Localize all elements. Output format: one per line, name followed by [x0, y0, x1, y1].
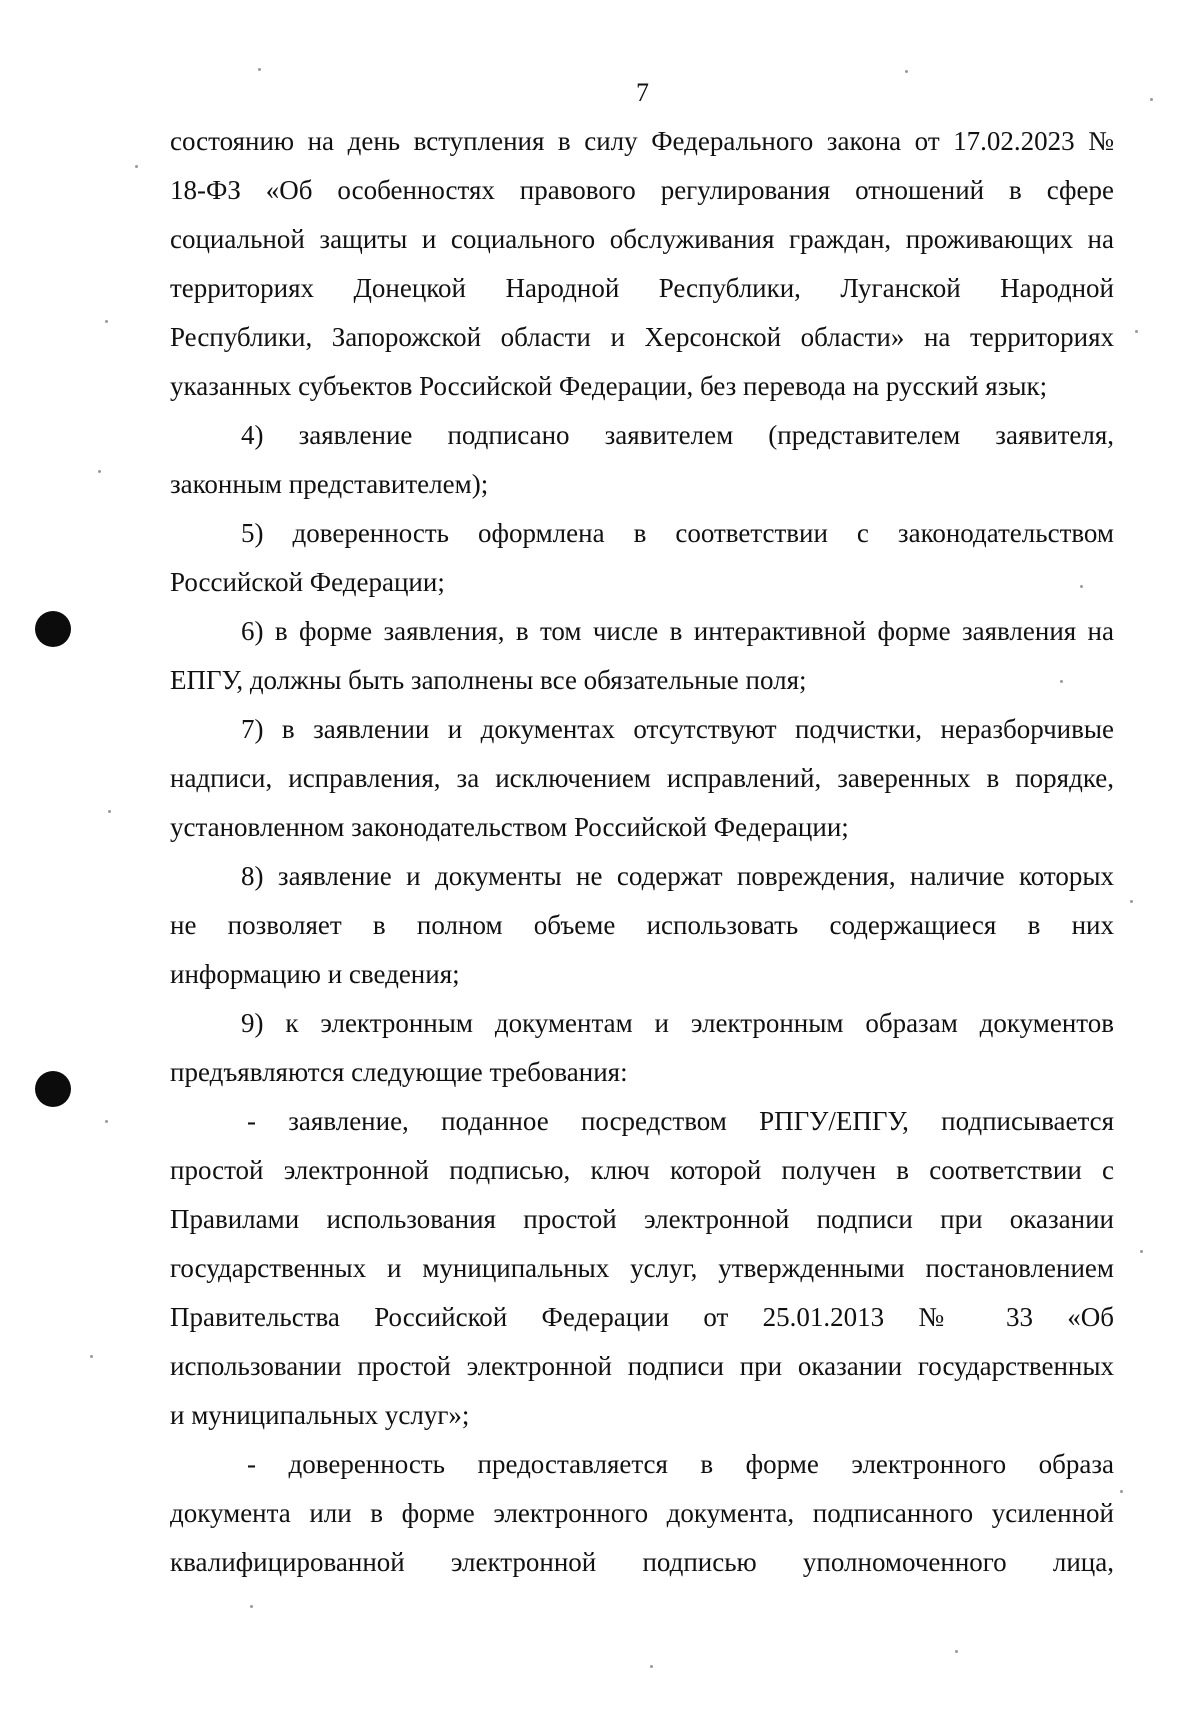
text-line: Республики, Запорожской области и Херсонской области» на территориях: [170, 322, 1114, 352]
text-line: законным представителем);: [170, 469, 489, 499]
text-line: установленном законодательством Российской Федерации;: [170, 812, 849, 842]
text-line: использовании простой электронной подписи при оказании государственных: [170, 1351, 1114, 1381]
text-line: квалифицированной электронной подписью уполномоченного лица,: [170, 1547, 1114, 1577]
scan-speck: [1135, 330, 1138, 333]
list-item-5-line: 5) доверенность оформлена в соответствии с законодательством: [241, 518, 1114, 548]
list-item-4-line: 4) заявление подписано заявителем (представителем заявителя,: [241, 420, 1114, 450]
text-line: Правилами использования простой электронной подписи при оказании: [170, 1204, 1114, 1234]
scan-speck: [1140, 1250, 1143, 1253]
dash-item-line: - заявление, поданное посредством РПГУ/ЕПГУ, подписывается: [247, 1106, 1114, 1136]
text-line: предъявляются следующие требования:: [170, 1057, 628, 1087]
text-line: государственных и муниципальных услуг, утвержденными постановлением: [170, 1253, 1114, 1283]
text-line: информацию и сведения;: [170, 959, 460, 989]
text-line: надписи, исправления, за исключением исправлений, заверенных в порядке,: [170, 763, 1114, 793]
dash-item-line: - доверенность предоставляется в форме электронного образа: [247, 1449, 1114, 1479]
text-line: простой электронной подписью, ключ которой получен в соответствии с: [170, 1155, 1114, 1185]
text-line: документа или в форме электронного документа, подписанного усиленной: [170, 1498, 1114, 1528]
scan-speck: [105, 1120, 108, 1123]
scan-speck: [108, 810, 111, 813]
scan-speck: [258, 68, 261, 71]
text-line: социальной защиты и социального обслуживания граждан, проживающих на: [170, 224, 1114, 254]
scan-speck: [90, 1355, 93, 1358]
text-line: 18-ФЗ «Об особенностях правового регулирования отношений в сфере: [170, 175, 1114, 205]
scan-speck: [905, 70, 908, 73]
document-body: [170, 117, 1114, 1587]
text-line: территориях Донецкой Народной Республики, Луганской Народной: [170, 273, 1114, 303]
scan-speck: [955, 1650, 958, 1653]
text-line: ЕПГУ, должны быть заполнены все обязательные поля;: [170, 665, 807, 695]
list-item-6-line: 6) в форме заявления, в том числе в интерактивной форме заявления на: [241, 616, 1114, 646]
text-line: Правительства Российской Федерации от 25.01.2013 № 33 «Об: [170, 1302, 1114, 1332]
punch-hole-mark: [35, 1071, 71, 1107]
scan-speck: [135, 165, 138, 168]
scan-speck: [1080, 585, 1083, 588]
punch-hole-mark: [35, 611, 71, 647]
scan-speck: [1150, 98, 1153, 101]
text-line: и муниципальных услуг»;: [170, 1400, 470, 1430]
scan-speck: [1120, 1490, 1123, 1493]
text-line: Российской Федерации;: [170, 567, 445, 597]
list-item-8-line: 8) заявление и документы не содержат повреждения, наличие которых: [241, 861, 1114, 891]
scan-speck: [250, 1605, 253, 1608]
list-item-7-line: 7) в заявлении и документах отсутствуют подчистки, неразборчивые: [241, 714, 1114, 744]
scan-speck: [1130, 900, 1133, 903]
scan-speck: [105, 320, 108, 323]
text-line: указанных субъектов Российской Федерации, без перевода на русский язык;: [170, 371, 1048, 401]
text-line: состоянию на день вступления в силу Федерального закона от 17.02.2023 №: [170, 126, 1114, 156]
text-line: не позволяет в полном объеме использовать содержащиеся в них: [170, 910, 1114, 940]
list-item-9-line: 9) к электронным документам и электронным образам документов: [241, 1008, 1114, 1038]
scan-speck: [98, 470, 101, 473]
scan-speck: [1060, 680, 1063, 683]
page-number: 7: [636, 78, 649, 107]
scan-speck: [650, 1665, 653, 1668]
